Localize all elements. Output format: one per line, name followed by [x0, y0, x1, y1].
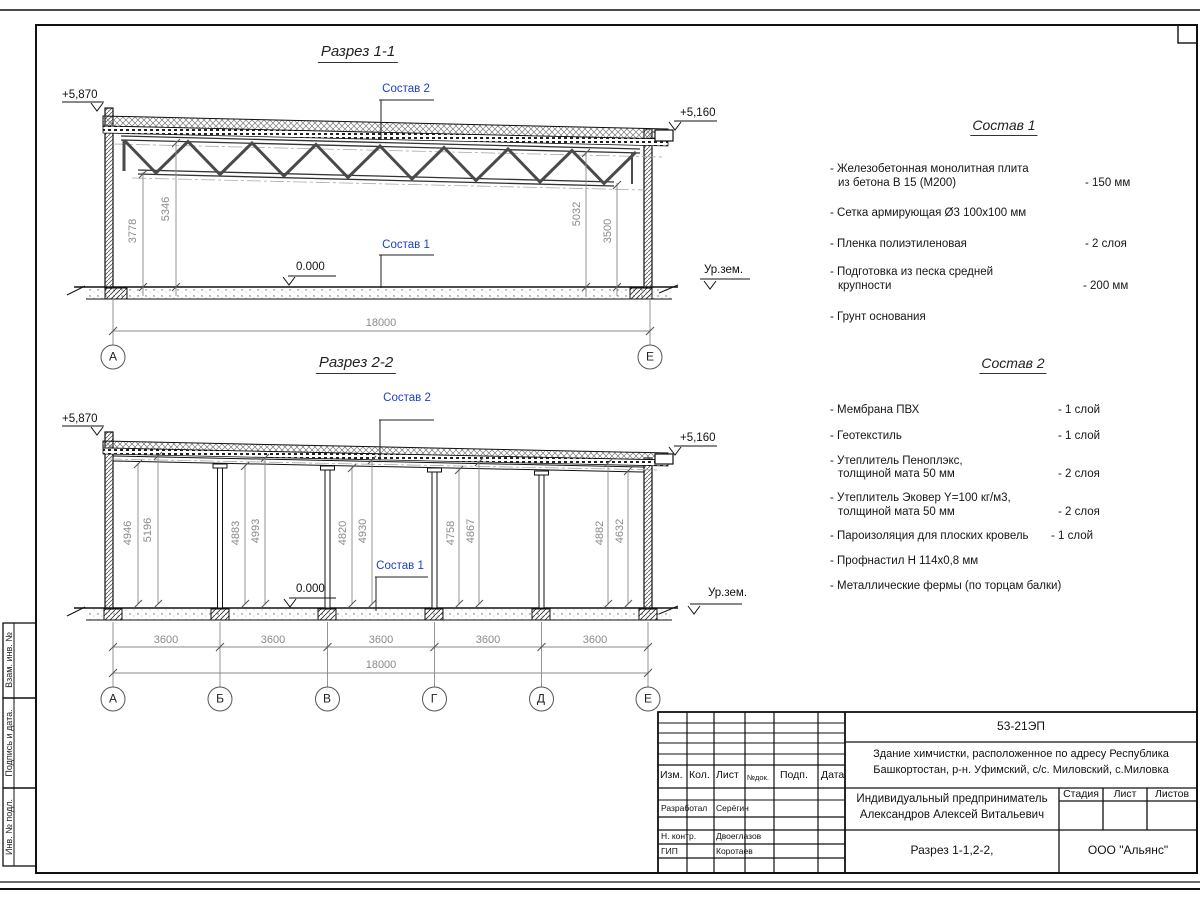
level-label: +5,160: [680, 107, 716, 119]
doc-code: 53-21ЭП: [997, 719, 1045, 733]
list-item: - Профнастил Н 114х0,8 мм: [830, 555, 979, 567]
list-item: крупности: [838, 280, 892, 292]
callout-sostav2: Состав 2: [383, 392, 431, 404]
list-item: толщиной мата 50 мм: [838, 468, 955, 480]
dim-label: 4632: [613, 518, 626, 544]
list-item: - Металлические фермы (по торцам балки): [830, 580, 1062, 592]
section-1-title: Разрез 1-1: [318, 44, 398, 63]
list-item-value: - 1 слой: [1051, 530, 1094, 542]
level-label: +5,870: [62, 413, 98, 425]
list-item-value: - 2 слоя: [1085, 238, 1127, 250]
list-item-value: - 1 слой: [1058, 404, 1101, 416]
dim-label: 4946: [121, 520, 134, 546]
client-line1: Индивидуальный предприниматель: [856, 793, 1048, 805]
margin-label-inv: Инв. № подл.: [4, 798, 14, 856]
level-arrow-icon: [91, 103, 103, 111]
role-developed: Разработал: [661, 803, 708, 813]
callout-sostav1: Состав 1: [376, 560, 424, 572]
span-dim-label: 18000: [365, 659, 397, 671]
dim-label: 5032: [570, 201, 583, 227]
sostav2-title: Состав 2: [979, 356, 1046, 374]
company-name: ООО "Альянс": [1087, 843, 1169, 857]
wall-left: [105, 108, 113, 288]
list-item: - Подготовка из песка средней: [830, 266, 994, 278]
axis-letter: Г: [430, 691, 438, 706]
dim-label: 4867: [464, 518, 477, 544]
list-item-value: - 2 слоя: [1058, 468, 1100, 480]
name-developed: Серёгин: [716, 803, 749, 813]
callout-sostav2: Состав 2: [382, 83, 430, 95]
level-arrow-icon: [283, 277, 295, 285]
list-item: - Железобетонная монолитная плита: [830, 163, 1029, 175]
level-label: 0.000: [296, 261, 325, 273]
axis-letter: Е: [643, 691, 652, 706]
object-line1: Здание химчистки, расположенное по адресу Республика: [873, 748, 1169, 760]
bay-dim-label: 3600: [368, 634, 394, 646]
dim-label: 4820: [336, 520, 349, 546]
level-arrow-icon: [669, 122, 681, 130]
level-arrow-icon: [91, 427, 103, 435]
bay-dim-label: 3600: [153, 634, 179, 646]
axis-letter: А: [108, 349, 117, 364]
col-kol: Кол.: [689, 769, 710, 781]
bay-dim-label: 3600: [260, 634, 286, 646]
roof-end-cap: [655, 454, 673, 464]
list-item: - Утеплитель Эковер Y=100 кг/м3,: [830, 492, 1011, 504]
bay-dims: [113, 622, 648, 687]
list-item: - Пленка полиэтиленовая: [830, 238, 967, 250]
col-izm: Изм.: [660, 769, 683, 781]
col-sheet: Лист: [1113, 788, 1137, 800]
wall-left: [105, 432, 113, 609]
bay-dim-label: 3600: [475, 634, 501, 646]
list-item: - Сетка армирующая Ø3 100х100 мм: [830, 207, 1027, 219]
level-label: 0.000: [296, 583, 325, 595]
span-dim-label: 18000: [365, 317, 397, 329]
columns: [213, 464, 549, 608]
dim-label: 4882: [593, 520, 606, 546]
dim-label: 4758: [444, 520, 457, 546]
dim-label: 5346: [159, 196, 172, 222]
wall-right: [644, 458, 652, 609]
dim-label: 4930: [356, 518, 369, 544]
axis-letter: Е: [645, 349, 654, 364]
roof-end-cap: [655, 130, 673, 141]
col-stage: Стадия: [1063, 788, 1099, 800]
vertical-dims-1: [143, 141, 617, 296]
margin-label-podpis: Подпись и дата.: [4, 709, 14, 777]
vertical-dims-2: [138, 455, 628, 604]
axis-letter: В: [322, 691, 331, 706]
role-ncontr: Н. контр.: [661, 831, 697, 841]
margin-label-vzam: Взам. инв. №: [4, 632, 14, 688]
col-sheets: Листов: [1154, 788, 1190, 800]
name-gip: Коротаев: [716, 846, 753, 856]
col-data: Дата: [821, 769, 845, 781]
list-item: - Мембрана ПВХ: [830, 404, 920, 416]
level-arrow-icon: [704, 281, 716, 289]
dim-label: 4993: [249, 518, 262, 544]
list-item: - Утеплитель Пеноплэкс,: [830, 455, 963, 467]
axis-letter: А: [108, 691, 117, 706]
col-list: Лист: [716, 769, 739, 781]
format-box: [1178, 25, 1197, 43]
foundation-block: [105, 288, 127, 299]
name-ncontr: Двоеглазов: [716, 831, 762, 841]
list-item-value: - 2 слоя: [1058, 506, 1100, 518]
bay-dim-label: 3600: [582, 634, 608, 646]
level-arrow-icon: [284, 599, 296, 607]
list-item: толщиной мата 50 мм: [838, 506, 955, 518]
dim-label: 5196: [141, 517, 154, 543]
col-ndoc: №док.: [747, 773, 769, 782]
col-podp: Подп.: [780, 769, 808, 781]
list-item-value: - 1 слой: [1058, 430, 1101, 442]
dim-label: 3500: [601, 218, 614, 244]
section-2-title: Разрез 2-2: [316, 355, 396, 374]
object-line2: Башкортостан, р-н. Уфимский, с/с. Миловский, с.Миловка: [873, 764, 1169, 776]
list-item-value: - 150 мм: [1085, 177, 1131, 189]
client-line2: Александров Алексей Витальевич: [859, 809, 1045, 821]
dim-label: 3778: [126, 218, 139, 244]
level-label: Ур.зем.: [708, 587, 748, 599]
sostav1-title: Состав 1: [970, 118, 1037, 136]
level-arrow-icon: [688, 606, 700, 614]
list-item: - Грунт основания: [830, 311, 926, 323]
level-label: +5,870: [62, 89, 98, 101]
role-gip: ГИП: [661, 846, 678, 856]
callout-sostav1: Состав 1: [382, 239, 430, 251]
foundation-block: [630, 288, 652, 299]
list-item-value: - 200 мм: [1083, 280, 1129, 292]
axis-letter: Д: [536, 691, 546, 706]
level-label: Ур.зем.: [704, 264, 744, 276]
wall-right: [644, 129, 652, 288]
list-item: - Пароизоляция для плоских кровель: [830, 530, 1029, 542]
section-1-1-drawing: [62, 100, 750, 369]
drawing-title: Разрез 1-1,2-2,: [910, 843, 994, 857]
list-item: - Геотекстиль: [830, 430, 902, 442]
axis-letter: Б: [216, 691, 224, 706]
level-label: +5,160: [680, 432, 716, 444]
list-item: из бетона В 15 (М200): [838, 177, 957, 189]
dim-label: 4883: [229, 520, 242, 546]
